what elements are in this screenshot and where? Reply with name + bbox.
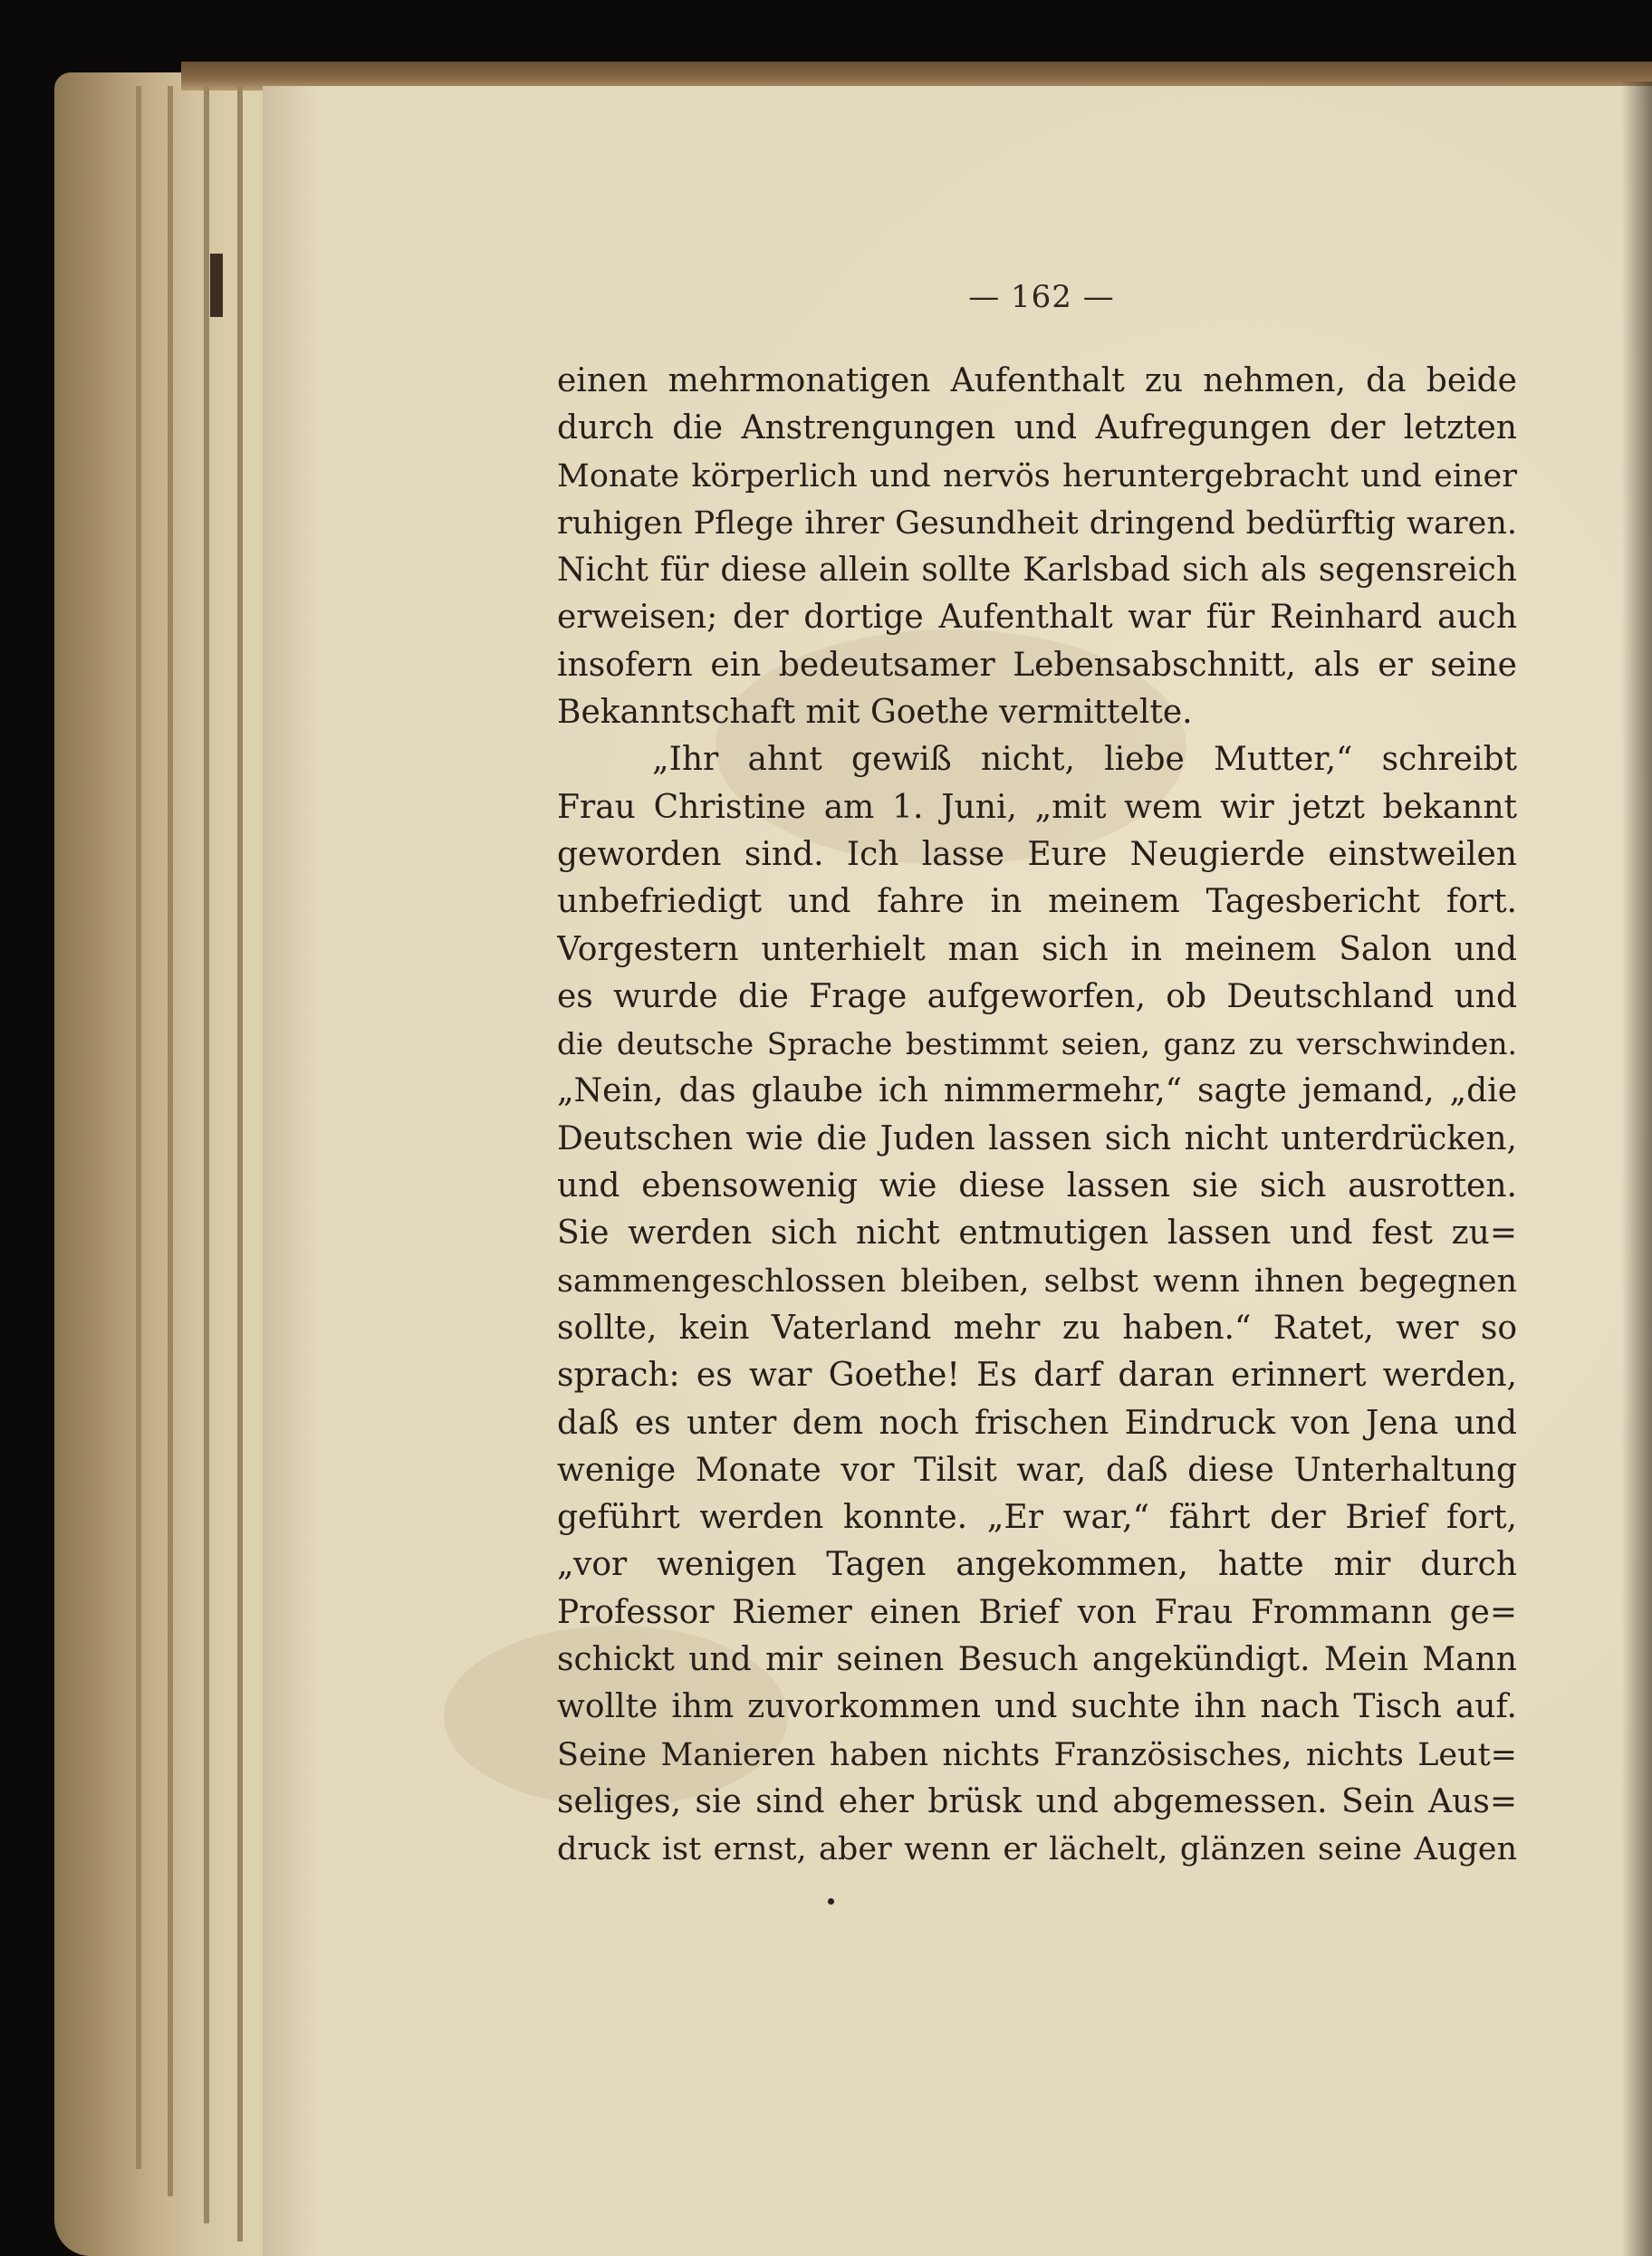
text-line: wenige Monate vor Tilsit war, daß diese Unterhaltung xyxy=(557,1451,1517,1489)
text-line: Bekanntschaft mit Goethe vermittelte. xyxy=(557,694,1193,732)
page-number: — 162 — xyxy=(968,279,1115,315)
text-line: sammengeschlossen bleiben, selbst wenn ihnen begegnen xyxy=(557,1262,1517,1300)
text-line: Sie werden sich nicht entmutigen lassen und fest zu= xyxy=(557,1214,1517,1253)
text-line: geführt werden konnte. „Er war,“ fährt der Brief fort, xyxy=(557,1499,1517,1537)
text-line: die deutsche Sprache bestimmt seien, ganz zu verschwinden. xyxy=(557,1026,1517,1062)
text-line: „Nein, das glaube ich nimmermehr,“ sagte jemand, „die xyxy=(557,1072,1517,1110)
text-line: Monate körperlich und nervös heruntergebracht und einer xyxy=(557,457,1517,494)
spine-shadow xyxy=(1621,82,1652,2256)
text-line: druck ist ernst, aber wenn er lächelt, glänzen seine Augen xyxy=(557,1831,1517,1868)
text-line: Seine Manieren haben nichts Französisches, nichts Leut= xyxy=(557,1736,1517,1773)
text-line: geworden sind. Ich lasse Eure Neugierde einstweilen xyxy=(557,835,1517,873)
text-line: Professor Riemer einen Brief von Frau Frommann ge= xyxy=(557,1593,1517,1631)
text-line: seliges, sie sind eher brüsk und abgemessen. Sein Aus= xyxy=(557,1782,1517,1820)
page-edge-line xyxy=(168,86,173,2196)
text-line: erweisen; der dortige Aufenthalt war für Reinhard auch xyxy=(557,599,1517,637)
text-line: einen mehrmonatigen Aufenthalt zu nehmen, da beide xyxy=(557,362,1517,399)
text-line: sprach: es war Goethe! Es darf daran erinnert werden, xyxy=(557,1357,1517,1395)
text-line: Deutschen wie die Juden lassen sich nicht unterdrücken, xyxy=(557,1119,1517,1157)
text-line: unbefriedigt und fahre in meinem Tagesbericht fort. xyxy=(557,883,1517,921)
text-line: es wurde die Frage aufgeworfen, ob Deutschland und xyxy=(557,977,1517,1015)
text-line: schickt und mir seinen Besuch angekündigt. Mein Mann xyxy=(557,1641,1517,1679)
page-edge-line xyxy=(237,86,243,2242)
text-line: und ebensowenig wie diese lassen sie sich ausrotten. xyxy=(557,1167,1517,1205)
text-line: sollte, kein Vaterland mehr zu haben.“ Ratet, wer so xyxy=(557,1309,1517,1347)
text-line: Frau Christine am 1. Juni, „mit wem wir jetzt bekannt xyxy=(557,788,1517,826)
text-line: Nicht für diese allein sollte Karlsbad sich als segensreich xyxy=(557,552,1517,590)
page-edge-line xyxy=(204,86,209,2223)
text-line: „Ihr ahnt gewiß nicht, liebe Mutter,“ schreibt xyxy=(652,741,1517,779)
text-line: daß es unter dem noch frischen Eindruck von Jena und xyxy=(557,1404,1517,1442)
text-line: wollte ihm zuvorkommen und suchte ihn nach Tisch auf. xyxy=(557,1688,1517,1726)
ink-dot xyxy=(828,1898,834,1905)
text-line: Vorgestern unterhielt man sich in meinem Salon und xyxy=(557,930,1517,968)
text-line: durch die Anstrengungen und Aufregungen der letzten xyxy=(557,409,1517,447)
text-line: ruhigen Pflege ihrer Gesundheit dringend bedürftig waren. xyxy=(557,504,1517,542)
body-text xyxy=(557,358,1517,1874)
text-line: insofern ein bedeutsamer Lebensabschnitt, als er seine xyxy=(557,646,1517,684)
text-line: „vor wenigen Tagen angekommen, hatte mir durch xyxy=(557,1546,1517,1584)
page-edge-line xyxy=(136,86,141,2169)
page-tab-mark xyxy=(210,254,223,317)
